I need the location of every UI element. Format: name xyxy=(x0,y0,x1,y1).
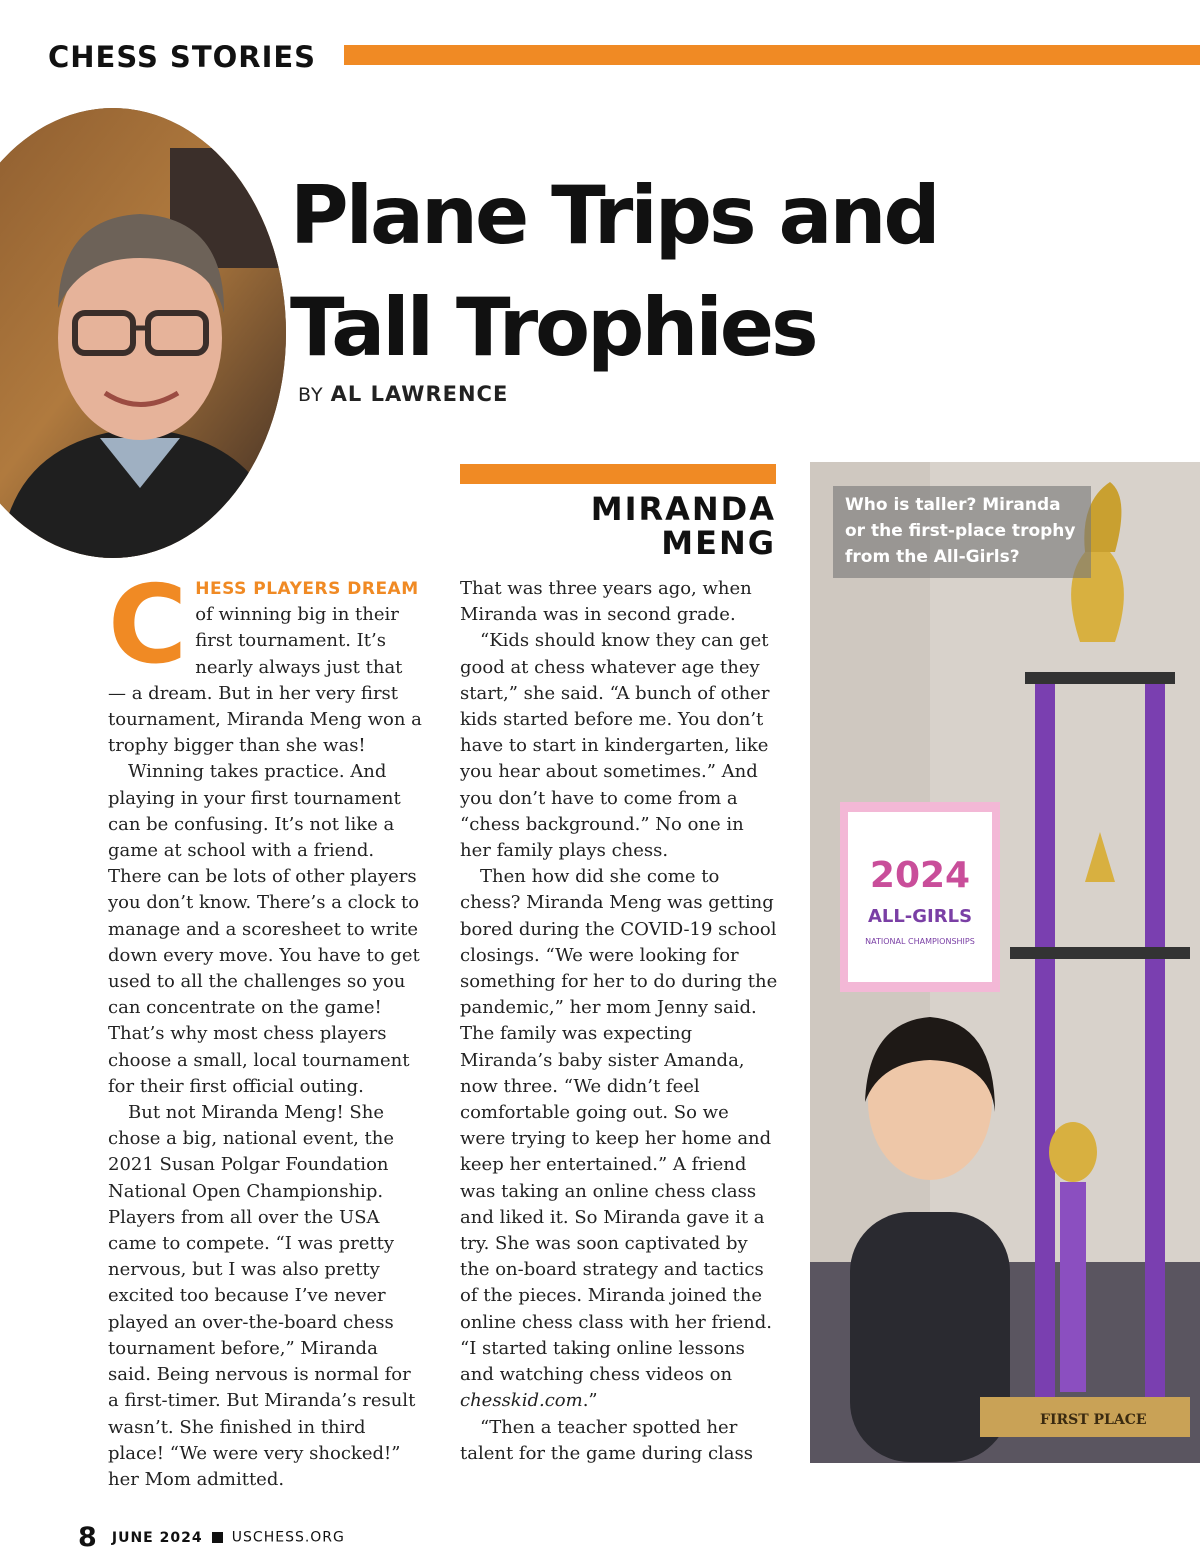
body-column-1 xyxy=(108,563,426,1493)
photo-caption: Who is taller? Miranda or the first-place trophy from the All-Girls? xyxy=(833,486,1091,578)
drop-cap: C xyxy=(108,563,188,688)
paragraph-text: of winning big in their first tournament. It’s nearly always just that — a dream. But in her very first tournament, Miranda Meng won a trophy bigger than she was! xyxy=(108,604,422,757)
site-url: USCHESS.ORG xyxy=(231,1529,345,1546)
paragraph: “Kids should know they can get good at chess whatever age they start,” she said. “A bunch of other kids started before me. You don’t have to start in kindergarten, like you hear about sometimes.” And you don’t have to come from a “chess background.” No one in her family plays chess. xyxy=(460,630,770,862)
banner-event: ALL-GIRLS xyxy=(867,906,973,927)
article-title xyxy=(290,160,1170,384)
trophy-photo xyxy=(810,462,1200,1463)
issue-date: JUNE 2024 xyxy=(111,1529,203,1546)
chesskid-link: chesskid.com xyxy=(460,1390,583,1412)
paragraph xyxy=(460,864,778,1414)
paragraph: Winning takes practice. And playing in your first tournament can be confusing. It’s not like a game at school with a friend. There can be lots of other players you don’t know. There’s a clock to manage and a scoresheet to write down every move. You have to get used to all the challenges so you can concentrate on the game! That’s why most chess players choose a small, local tournament for their first official outing. xyxy=(108,761,420,1097)
body-column-2 xyxy=(460,576,778,1467)
banner-subtitle: NATIONAL CHAMPIONSHIPS xyxy=(865,937,975,946)
paragraph-text: Then how did she come to chess? Miranda Meng was getting bored during the COVID-19 school closings. “We were looking for something for her to do during the pandemic,” her mom Jenny said. The family was expecting Miranda’s baby sister Amanda, now three. “We didn’t feel comfortable going out. So we were trying to keep her home and keep her entertained.” A friend was taking an online chess class and liked it. So Miranda gave it a try. She was soon captivated by the on-board strategy and tactics of the pieces. Miranda joined the online chess class with her friend. “I started taking online lessons and watching chess videos on xyxy=(460,866,778,1386)
paragraph-text: .” xyxy=(582,1390,598,1412)
byline xyxy=(298,382,508,406)
page-number: 8 xyxy=(78,1522,97,1553)
subhead xyxy=(460,492,776,560)
subhead-rule xyxy=(460,464,776,484)
paragraph: But not Miranda Meng! She chose a big, national event, the 2021 Susan Polgar Foundation National Open Championship. Players from all over the USA came to compete. “I was pretty nervous, but I was also pretty excited too because I’ve never played an over-the-board chess tournament before,” Miranda said. Being nervous is normal for a first-timer. But Miranda’s result wasn’t. She finished in third place! “We were very shocked!” her Mom admitted. xyxy=(108,1102,416,1490)
lead-in: HESS PLAYERS DREAM xyxy=(195,579,419,599)
title-line-2: Tall Trophies xyxy=(290,281,816,374)
paragraph: “Then a teacher spotted her talent for the game during class xyxy=(460,1416,754,1464)
separator-square xyxy=(212,1532,223,1543)
trophy-photo-illustration xyxy=(810,462,1200,1463)
trophy-plaque: FIRST PLACE xyxy=(1040,1412,1147,1428)
author-portrait xyxy=(0,108,286,558)
subhead-line-2: MENG xyxy=(661,524,776,562)
title-line-1: Plane Trips and xyxy=(290,169,938,262)
page-footer xyxy=(78,1522,345,1553)
author-photo-illustration xyxy=(0,108,286,558)
banner-year: 2024 xyxy=(869,855,971,896)
paragraph: That was three years ago, when Miranda was in second grade. xyxy=(460,578,752,626)
byline-author: AL LAWRENCE xyxy=(330,382,509,406)
section-label: CHESS STORIES xyxy=(48,40,317,74)
subhead-line-1: MIRANDA xyxy=(590,490,776,528)
byline-prefix: BY xyxy=(298,384,324,406)
section-rule xyxy=(344,45,1200,65)
